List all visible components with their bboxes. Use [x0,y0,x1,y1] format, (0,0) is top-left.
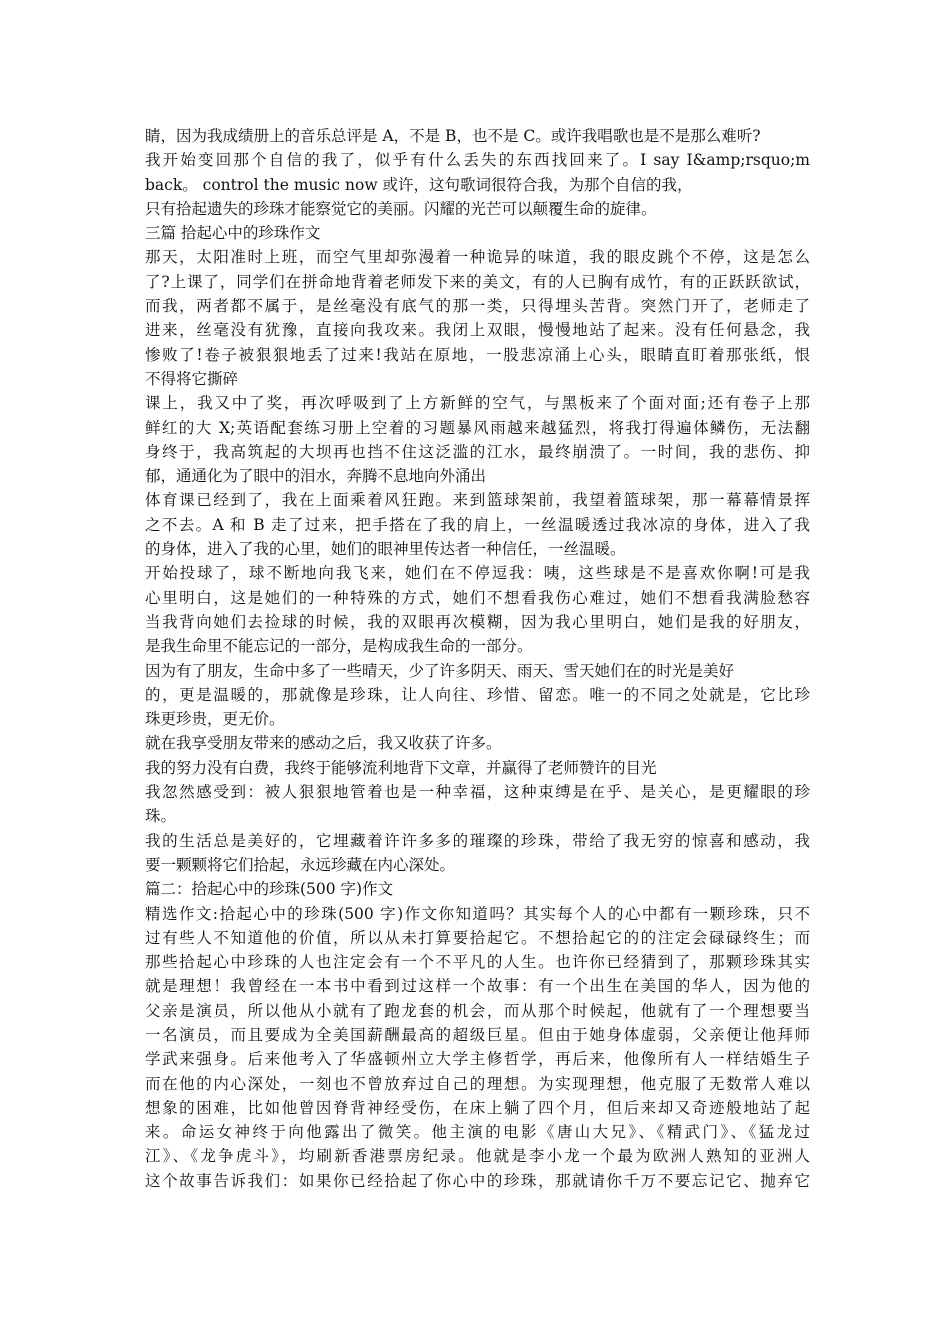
text-line: 心里明白，这是她们的一种特殊的方式，她们不想看我伤心难过，她们不想看我满脸愁容 [145,588,810,607]
text-line: 我忽然感受到：被人狠狠地管着也是一种幸福，这种束缚是在乎、是关心，是更耀眼的珍 [145,783,810,802]
text-line: 只有拾起遗失的珍珠才能察觉它的美丽。闪耀的光芒可以颠覆生命的旋律。 [145,199,657,218]
text-line: 的，更是温暖的，那就像是珍珠，让人向往、珍惜、留恋。唯一的不同之处就是，它比珍 [145,685,810,704]
text-line: 珠。 [145,807,177,826]
text-line: 就在我享受朋友带来的感动之后，我又收获了许多。 [145,734,502,753]
text-line: 珠更珍贵，更无价。 [145,710,285,729]
text-line: 就是理想！我曾经在一本书中看到过这样一个故事：有一个出生在美国的华人，因为他的 [145,977,810,996]
text-line: 之不去。A 和 B 走了过来，把手搭在了我的肩上，一丝温暖透过我冰凉的身体，进入了我 [145,515,810,534]
text-line: 是我生命里不能忘记的一部分，是构成我生命的一部分。 [145,637,533,656]
text-line: 身终于，我高筑起的大坝再也挡不住这泛滥的江水，最终崩溃了。一时间，我的悲伤、抑 [145,442,810,461]
text-line: 那天，太阳准时上班，而空气里却弥漫着一种诡异的味道，我的眼皮跳个不停，这是怎么 [145,248,810,267]
text-line: 因为有了朋友，生命中多了一些晴天，少了许多阴天、雨天、雪天她们在的时光是美好 [145,661,735,680]
text-line: 开始投球了，球不断地向我飞来，她们在不停逗我：咦，这些球是不是喜欢你啊!可是我 [145,564,810,583]
text-line: 睛，因为我成绩册上的音乐总评是 A，不是 B，也不是 C。或许我唱歌也是不是那么难听? [145,127,761,145]
text-line: 而在他的内心深处，一刻也不曾放弃过自己的理想。为实现理想，他克服了无数常人难以 [145,1074,810,1093]
text-line: 鲜红的大 X;英语配套练习册上空着的习题暴风雨越来越猛烈，将我打得遍体鳞伤，无法翻 [145,418,810,437]
text-line: 进来，丝毫没有犹豫，直接向我攻来。我闭上双眼，慢慢地站了起来。没有任何悬念，我 [145,321,810,340]
text-line: 要一颗颗将它们拾起，永远珍藏在内心深处。 [145,855,456,874]
text-line: 想象的困难，比如他曾因脊背神经受伤，在床上躺了四个月，但后来却又奇迹般地站了起 [145,1098,810,1117]
text-line: 江》、《龙争虎斗》，均刷新香港票房纪录。他就是李小龙一个最为欧洲人熟知的亚洲人 [145,1147,810,1166]
text-line: 那些拾起心中珍珠的人也注定会有一个不平凡的人生。也许你已经猜到了，那颗珍珠其实 [145,953,810,972]
text-line: 了?上课了，同学们在拼命地背着老师发下来的美文，有的人已胸有成竹，有的正跃跃欲试， [145,272,810,291]
text-line: 课上，我又中了奖，再次呼吸到了上方新鲜的空气，与黑板来了个面对面;还有卷子上那 [145,394,810,413]
text-line: 的身体，进入了我的心里，她们的眼神里传达者一种信任，一丝温暖。 [145,540,626,559]
text-line: 精选作文:拾起心中的珍珠(500 字)作文你知道吗？其实每个人的心中都有一颗珍珠，只不 [145,904,810,923]
text-line: 这个故事告诉我们：如果你已经拾起了你心中的珍珠，那就请你千万不要忘记它、抛弃它 [145,1171,810,1190]
text-line: 当我背向她们去捡球的时候，我的双眼再次模糊，因为我心里明白，她们是我的好朋友， [145,612,810,631]
text-line: 篇二：拾起心中的珍珠(500 字)作文 [145,880,394,899]
text-line: 郁，通通化为了眼中的泪水，奔腾不息地向外涌出 [145,467,487,486]
text-line: 而我，两者都不属于，是丝毫没有底气的那一类，只得埋头苦背。突然门开了，老师走了 [145,297,810,316]
text-line: 来。命运女神终于向他露出了微笑。他主演的电影《唐山大兄》、《精武门》、《猛龙过 [145,1123,810,1142]
text-line: 我开始变回那个自信的我了，似乎有什么丢失的东西找回来了。I say I&amp;rsquo;m [145,151,810,170]
text-line: 一名演员，而且要成为全美国薪酬最高的超级巨星。但由于她身体虚弱，父亲便让他拜师 [145,1025,810,1044]
text-line: 三篇 拾起心中的珍珠作文 [145,224,321,243]
text-line: 我的努力没有白费，我终于能够流利地背下文章，并赢得了老师赞许的目光 [145,758,657,777]
text-line: back。 control the music now 或许，这句歌词很符合我，为那个自信的我， [145,175,693,194]
text-line: 不得将它撕碎 [145,369,239,388]
text-line: 我的生活总是美好的，它埋藏着许许多多的璀璨的珍珠，带给了我无穷的惊喜和感动，我 [145,831,810,850]
document-body [145,124,810,1193]
text-line: 父亲是演员，所以他从小就有了跑龙套的机会，而从那个时候起，他就有了一个理想要当 [145,1001,810,1020]
text-line: 体育课已经到了，我在上面乘着风狂跑。来到篮球架前，我望着篮球架，那一幕幕情景挥 [145,491,810,510]
text-line: 过有些人不知道他的价值，所以从未打算要拾起它。不想拾起它的的注定会碌碌终生；而 [145,928,810,947]
text-line: 惨败了!卷子被狠狠地丢了过来!我站在原地，一股悲凉涌上心头，眼睛直盯着那张纸，恨 [145,345,810,364]
text-line: 学武来强身。后来他考入了华盛顿州立大学主修哲学，再后来，他像所有人一样结婚生子 [145,1050,810,1069]
